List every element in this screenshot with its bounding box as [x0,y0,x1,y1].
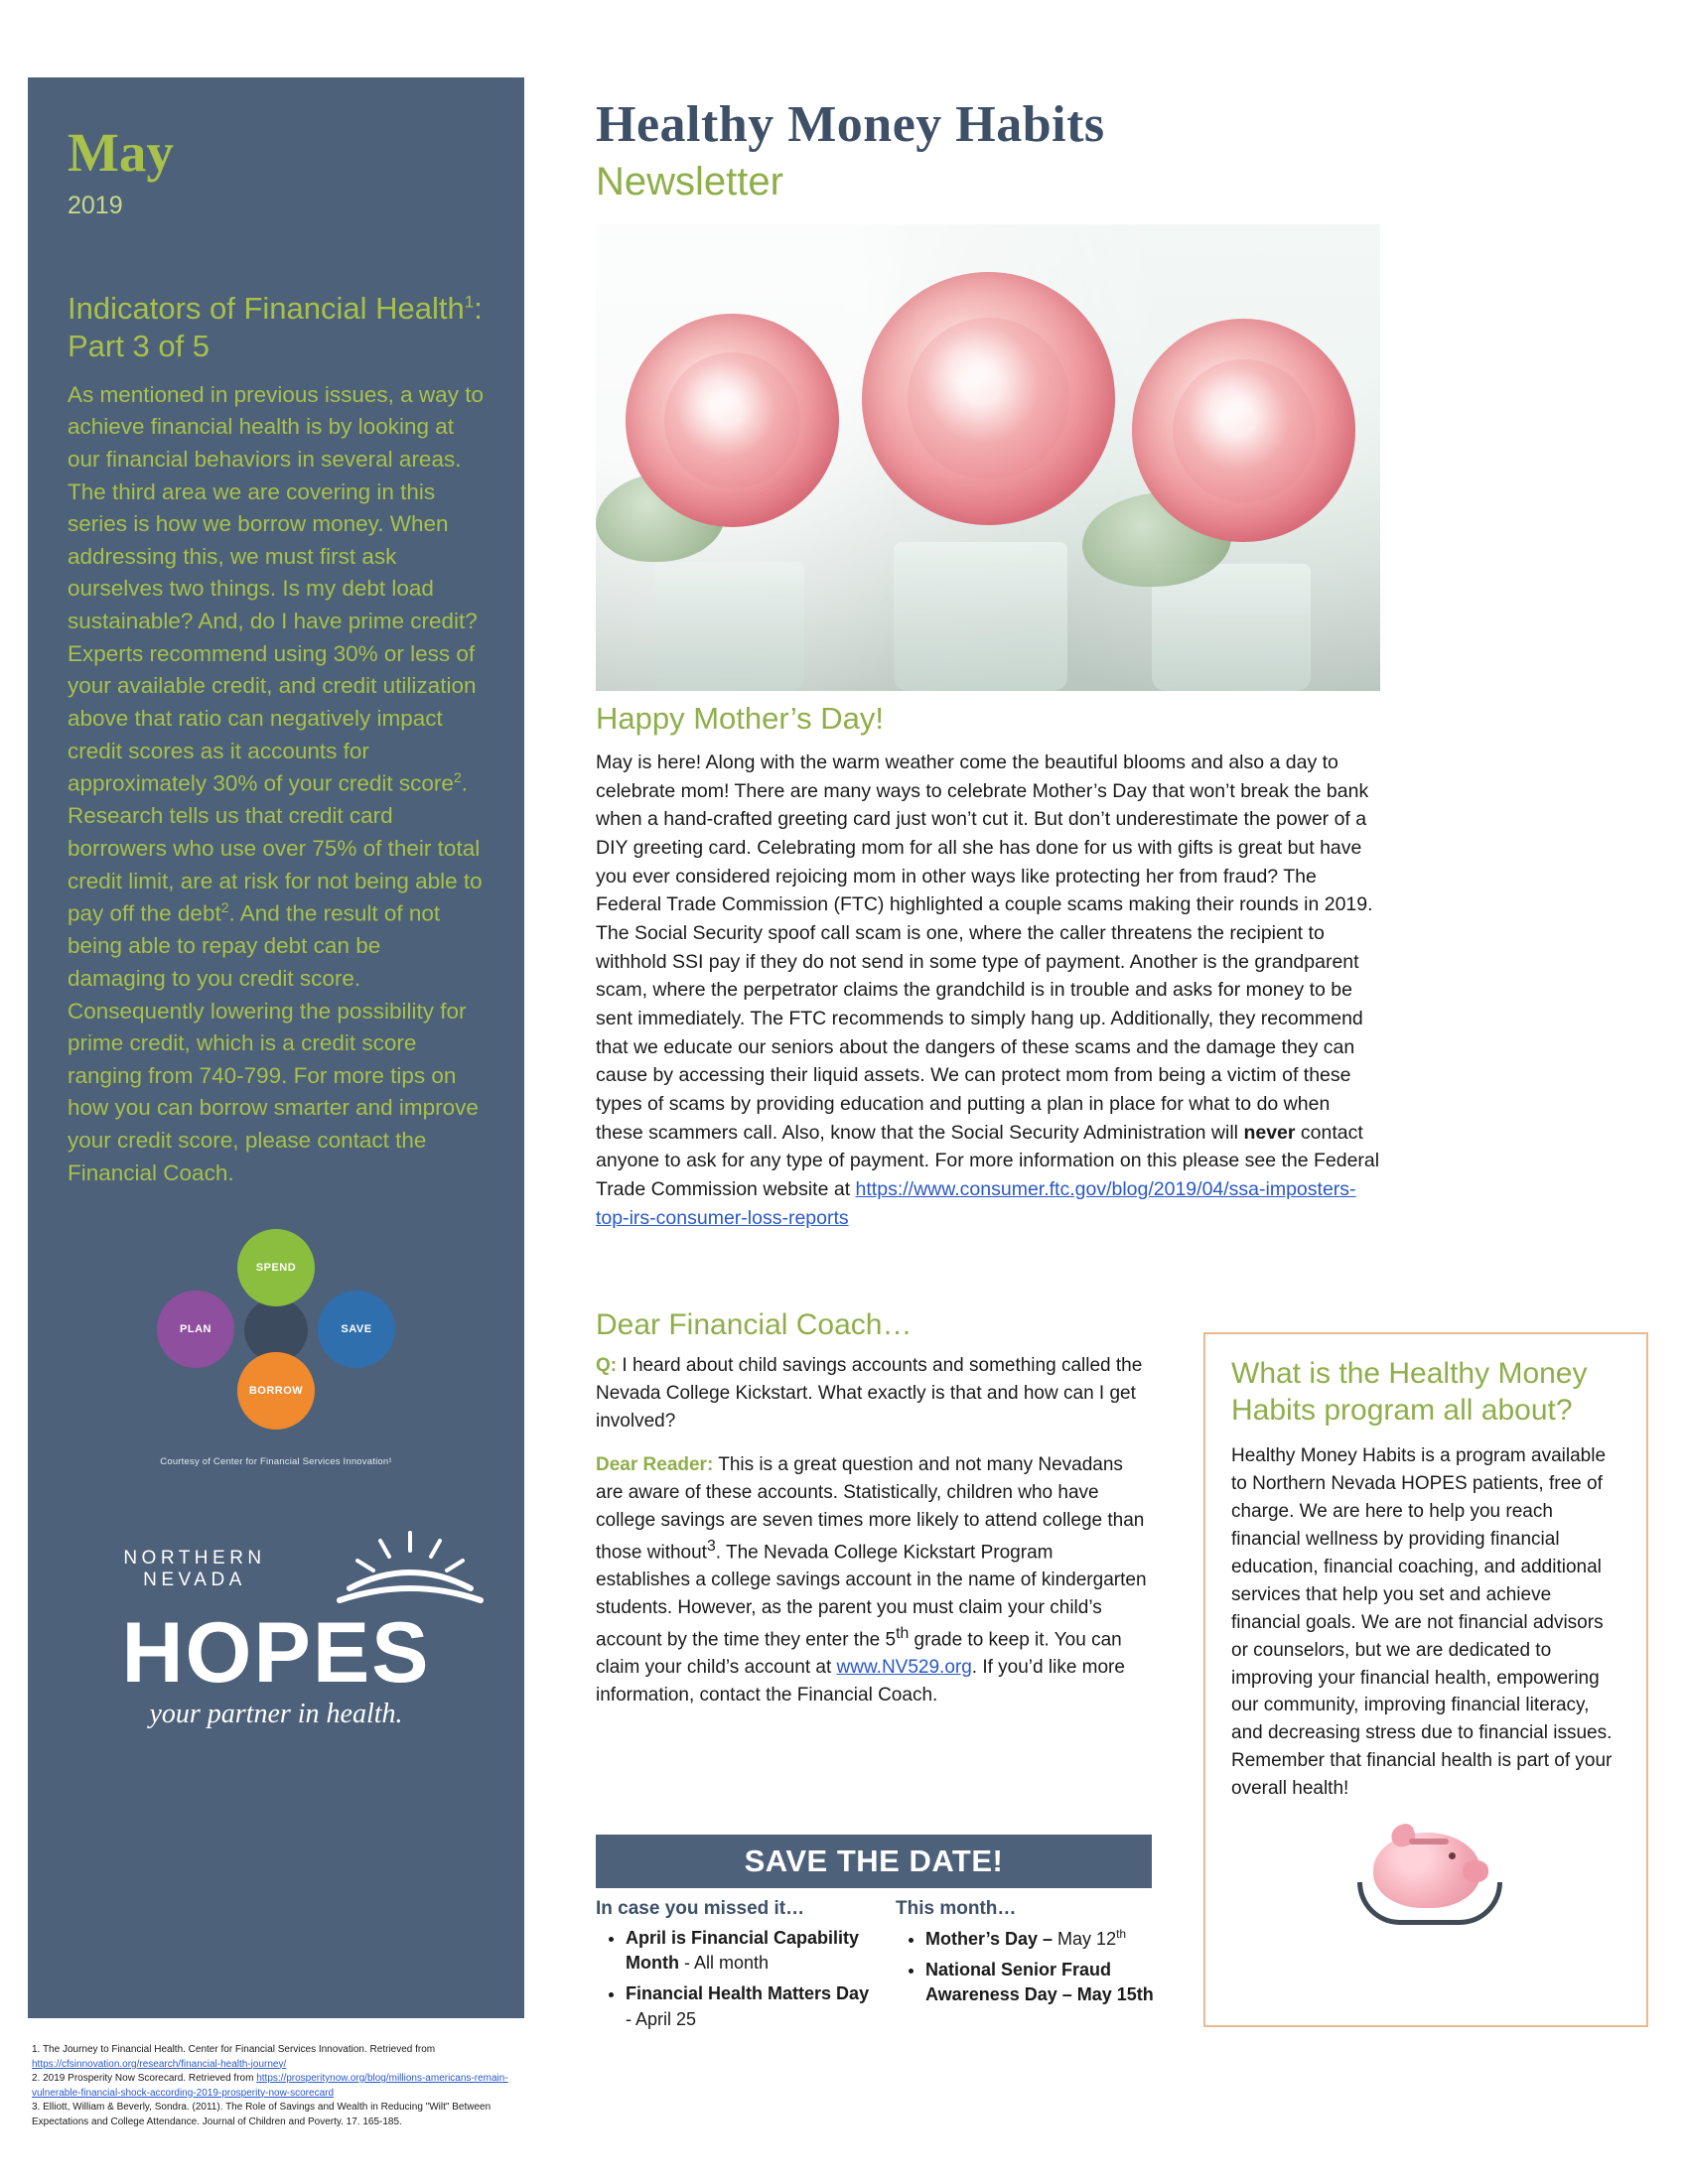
sidebar-heading-part2: : Part 3 of 5 [68,291,483,363]
list-item [925,1926,1172,1952]
save-the-date-banner: SAVE THE DATE! [596,1835,1152,1888]
coach-grade-ordinal: th [896,1624,910,1642]
dear-financial-coach-section [596,1308,1152,1725]
hopes-logo [68,1529,485,1730]
coach-answer-text-1: This is a great question and not many Nevadans are aware of these accounts. Statistically, children who have college savings are seven times more likely to attend college than those without [596,1453,1145,1563]
column-heading-this-month: This month… [896,1898,1017,1919]
event-name: Mother’s Day – [925,1929,1058,1949]
footnote-1-link[interactable]: https://cfsinnovation.org/research/financial-health-journey/ [32,2058,287,2070]
event-name: April is Financial Capability Month [626,1928,860,1974]
rose-left [626,314,839,527]
logo-organization-name: NORTHERN NEVADA [123,1547,266,1590]
about-box-heading: What is the Healthy Money Habits program all about? [1231,1357,1588,1427]
list-item [626,1926,872,1976]
sidebar-heading-footnote-marker: 1 [464,292,475,312]
logo-wordmark: HOPES [121,1605,431,1702]
coach-question [596,1352,1152,1435]
event-detail: - All month [678,1953,770,1974]
about-box-body: Healthy Money Habits is a program available to Northern Nevada HOPES patients, free of charge. We are here to help you reach financial wellness by providing financial education, financial coaching, and additional services that help you set and achieve financial goals. We are not financial advisors or counselors, but we are dedicated to improving your financial health, empowering our community, improving financial literacy, and decreasing stress due to financial issues. Remember that financial health is part of your overall health! [1231,1445,1613,1800]
financial-health-diagram [147,1229,405,1442]
sidebar [28,77,524,2018]
column-heading-missed: In case you missed it… [596,1898,805,1919]
sidebar-article-heading [68,290,485,365]
diagram-borrow-circle: BORROW [237,1352,315,1430]
rose-right [1132,319,1355,542]
jar-center [894,542,1067,691]
about-program-box [1203,1332,1648,2027]
jar-left [655,562,804,691]
coach-question-text: I heard about child savings accounts and something called the Nevada College Kickstart. What exactly is that and how can I get involved? [596,1355,1143,1432]
mothers-day-text-1: May is here! Along with the warm weather come the beautiful blooms and also a day to celebrate mom! There are many ways to celebrate Mother’s Day that won’t break the bank when a hand-crafted greeting card just won’t cut it. But don’t underestimate the power of a DIY greeting card. Celebrating mom for all she has done for us with gifts is great but have you ever considered rejoicing mom in other ways like protecting her from fraud? The Federal Trade Commission (FTC) highlighted a couple scams making their rounds in 2019. The Social Security spoof call scam is one, where the caller threatens the recipient to withhold SSI pay if they do not send in some type of payment. Another is the grandparent scam, where the perpetrator claims the grandchild is in trouble and asks for money to be sent immediately. The FTC recommends to simply hang up. Additionally, they recommend that we educate our seniors about the dangers of these scams and the damage they can cause by accessing their liquid assets. We can protect mom from being a victim of these types of scams by providing education and putting a plan in place for what to do when these scammers call. Also, know that the Social Security Administration will [596,751,1373,1144]
sidebar-body-part3: . And the result of not being able to repay debt can be damaging to you credit score. Consequently lowering the possibility for prime credit, which is a credit score ranging from 740-799. For more tips on how you can borrow smarter and improve your credit score, please contact the Financial Coach. [68,900,479,1185]
footnote-2 [32,2072,538,2101]
sidebar-body-footnote-marker-2: 2 [220,899,229,916]
piggy-bank-icon [1351,1817,1500,1926]
save-the-date-columns [596,1898,1172,2038]
mothers-day-emphasis: never [1243,1121,1296,1144]
mothers-day-heading: Happy Mother’s Day! [596,701,885,736]
logo-top-row [68,1529,485,1609]
diagram-spend-circle: SPEND [237,1229,315,1306]
mothers-day-text-2: contact anyone to ask for any type of payment. For more information on this please see the Federal Trade Commission website at [596,1121,1380,1200]
mothers-day-body [596,749,1380,1232]
main-column [596,95,1648,1232]
save-the-date-column-current [896,1898,1172,2038]
diagram-caption: Courtesy of Center for Financial Services Innovation¹ [160,1456,392,1468]
piggy-coin-slot [1409,1839,1449,1844]
diagram-plan-circle: PLAN [157,1291,234,1368]
footnote-3: 3. Elliott, William & Beverly, Sondra. (2011). The Role of Savings and Wealth in Reducing "Wilt" Between Expectations and College Attendance. Journal of Children and Poverty. 17. 165-185. [32,2102,492,2127]
event-date-ordinal: th [1116,1927,1127,1941]
diagram-save-circle: SAVE [318,1291,395,1368]
sidebar-body-footnote-marker-1: 2 [453,769,462,786]
nv529-link[interactable]: www.NV529.org [836,1656,972,1678]
sunrise-icon [336,1529,485,1609]
rose-center [862,272,1115,525]
footnote-1-text: 1. The Journey to Financial Health. Center for Financial Services Innovation. Retrieved from [32,2044,436,2055]
list-item [626,1981,872,2031]
sidebar-heading-part1: Indicators of Financial Health [68,291,465,326]
coach-answer-text-4: . If you’d like more information, contact the Financial Coach. [596,1656,1125,1706]
missed-events-list [596,1926,872,2032]
event-name: Financial Health Matters Day [626,1983,870,2004]
piggy-snout [1463,1860,1488,1882]
sidebar-article-body [68,379,485,1190]
footnote-2-link[interactable]: https://prosperitynow.org/blog/millions-americans-remain-vulnerable-financial-shock-according-2019-prosperity-now-scorecard [32,2073,508,2099]
coach-answer-text-3: grade to keep it. You can claim your child’s account at [596,1628,1122,1678]
page-subtitle: Newsletter [596,160,783,204]
sidebar-year: 2019 [68,192,123,219]
logo-tagline: your partner in health. [149,1698,403,1729]
coach-footnote-marker: 3 [706,1537,716,1555]
footnote-2-text: 2. 2019 Prosperity Now Scorecard. Retrieved from [32,2073,254,2084]
footnotes [32,2043,538,2129]
coach-answer-text-2: . The Nevada College Kickstart Program establishes a college savings account in the name of kindergarten students. However, as the parent you must claim your child’s account by the time they enter the 5 [596,1541,1147,1650]
event-detail: May 12 [1057,1929,1117,1949]
sidebar-body-part1: As mentioned in previous issues, a way to achieve financial health is by looking at our financial behaviors in several areas. The third area we are covering in this series is how we borrow money. When addressing this, we must first ask ourselves two things. Is my debt load sustainable? And, do I have prime credit? Experts recommend using 30% or less of your available credit, and credit utilization above that ratio can negatively impact credit scores as it accounts for approximately 30% of your credit score [68,381,484,796]
footnote-1 [32,2043,538,2072]
coach-answer [596,1451,1152,1709]
sidebar-body-part2: . Research tells us that credit card borrowers who use over 75% of their total credit limit, are at risk for not being able to pay off the debt [68,770,483,926]
page-title: Healthy Money Habits [596,96,1105,153]
sidebar-month: May [68,122,174,183]
coach-question-label: Q: [596,1355,618,1376]
coach-answer-label: Dear Reader: [596,1453,714,1475]
save-the-date-column-past [596,1898,872,2038]
coach-heading: Dear Financial Coach… [596,1308,913,1341]
this-month-events-list [896,1926,1172,2008]
event-name: National Senior Fraud Awareness Day – May 15th [925,1960,1154,2005]
hero-image-roses [596,224,1380,691]
event-detail: - April 25 [626,2008,697,2029]
ftc-article-link[interactable]: https://www.consumer.ftc.gov/blog/2019/04/ssa-imposters-top-irs-consumer-loss-reports [596,1177,1356,1229]
piggy-bank-image [1231,1817,1620,1926]
list-item [925,1958,1172,2007]
